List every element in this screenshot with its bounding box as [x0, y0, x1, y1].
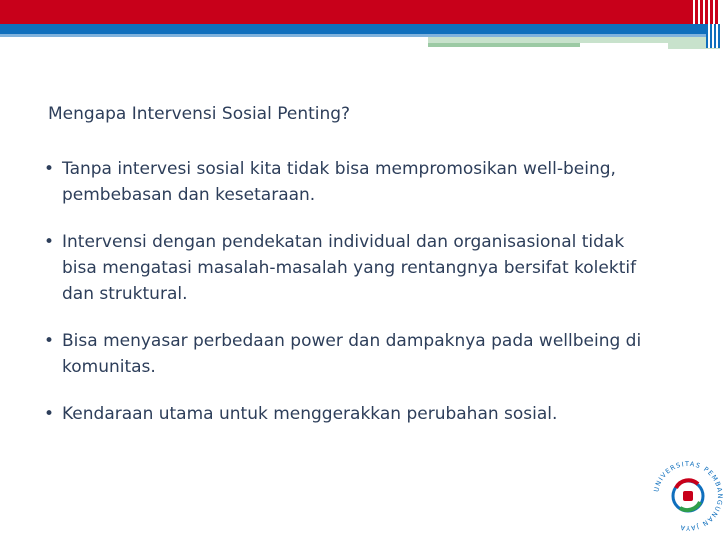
bullet-item — [44, 401, 664, 427]
bullet-text: Bisa menyasar perbedaan power dan dampaknya pada wellbeing di komunitas. — [62, 331, 642, 377]
bullet-item — [44, 156, 664, 208]
top-banner-red — [0, 0, 720, 24]
bullet-item — [44, 328, 664, 380]
bullet-text: Intervensi dengan pendekatan individual dan organisasional tidak bisa mengatasi masalah-masalah yang rentangnya bersifat kolektif dan struktural. — [62, 232, 637, 304]
bullet-marker: • — [44, 232, 55, 252]
university-logo — [650, 458, 726, 534]
bullet-text: Tanpa intervesi sosial kita tidak bisa mempromosikan well-being, pembebasan dan kesetaraan. — [62, 159, 616, 205]
bullet-marker: • — [44, 331, 55, 351]
top-banner-green-dark — [428, 43, 580, 47]
bullet-item — [44, 229, 664, 307]
bullet-marker: • — [44, 159, 55, 179]
logo-ring-text: UNIVERSITAS PEMBANGUNAN JAYA — [652, 459, 725, 533]
logo-green-arc — [680, 502, 700, 510]
top-banner-blue — [0, 24, 720, 34]
bullet-text: Kendaraan utama untuk menggerakkan perubahan sosial. — [62, 404, 558, 424]
top-banner-stripes — [690, 0, 720, 24]
logo-center-mark — [683, 491, 693, 501]
bullet-marker: • — [44, 404, 55, 424]
bullet-list — [44, 156, 664, 448]
slide-title: Mengapa Intervensi Sosial Penting? — [48, 104, 351, 124]
top-banner-stripes-blue — [706, 24, 720, 48]
